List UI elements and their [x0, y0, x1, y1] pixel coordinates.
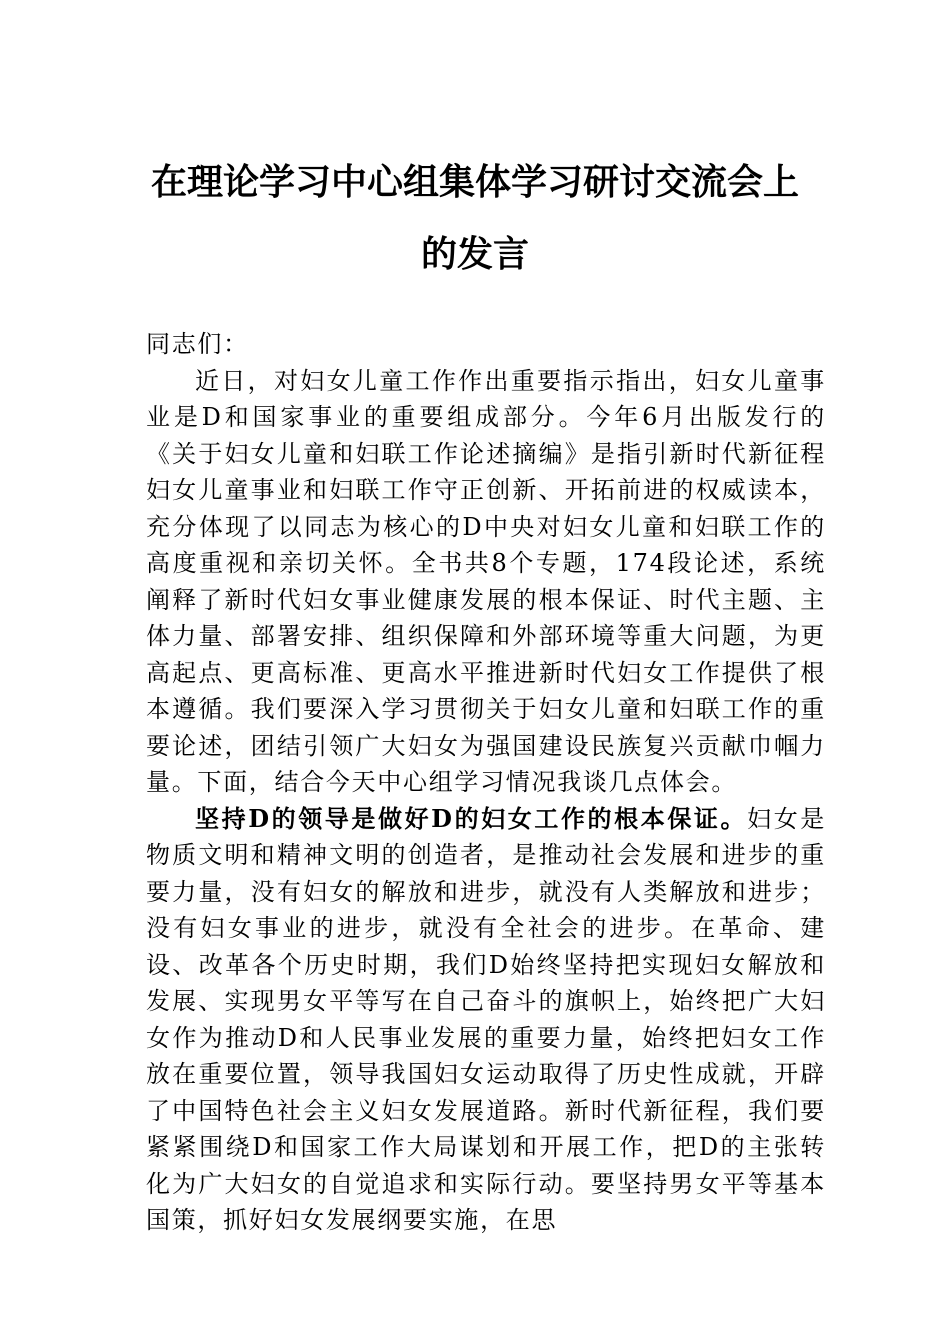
document-title-line-1: 在理论学习中心组集体学习研讨交流会上	[150, 161, 799, 203]
salutation: 同志们：	[146, 330, 249, 358]
paragraph-leadership-text: 妇女是物质文明和精神文明的创造者，是推动社会发展和进步的重要力量，没有妇女的解放和进步，就没有人类解放和进步；没有妇女事业的进步，就没有全社会的进步。在革命、建设、改革各个历史时期，我们D始终坚持把实现妇女解放和发展、实现男女平等写在自己奋斗的旗帜上，始终把广大妇女作为推动D和人民事业发展的重要力量，始终把妇女工作放在重要位置，领导我国妇女运动取得了历史性成就，开辟了中国特色社会主义妇女发展道路。新时代新征程，我们要紧紧围绕D和国家工作大局谋划和开展工作，把D的主张转化为广大妇女的自觉追求和实际行动。要坚持男女平等基本国策，抓好妇女发展纲要实施，在思	[146, 804, 826, 1234]
paragraph-heading: 坚持D的领导是做好D的妇女工作的根本保证。	[195, 803, 748, 833]
document-body	[146, 326, 826, 1239]
paragraph-leadership	[146, 801, 826, 1239]
document-title-line-2: 的发言	[420, 233, 529, 275]
paragraph-intro: 近日，对妇女儿童工作作出重要指示指出，妇女儿童事业是D和国家事业的重要组成部分。今年6月出版发行的《关于妇女儿童和妇联工作论述摘编》是指引新时代新征程妇女儿童事业和妇联工作守正创新、开拓前进的权威读本，充分体现了以同志为核心的D中央对妇女儿童和妇联工作的高度重视和亲切关怀。全书共8个专题，174段论述，系统阐释了新时代妇女事业健康发展的根本保证、时代主题、主体力量、部署安排、组织保障和外部环境等重大问题，为更高起点、更高标准、更高水平推进新时代妇女工作提供了根本遵循。我们要深入学习贯彻关于妇女儿童和妇联工作的重要论述，团结引领广大妇女为强国建设民族复兴贡献巾帼力量。下面，结合今天中心组学习情况我谈几点体会。	[146, 366, 826, 796]
